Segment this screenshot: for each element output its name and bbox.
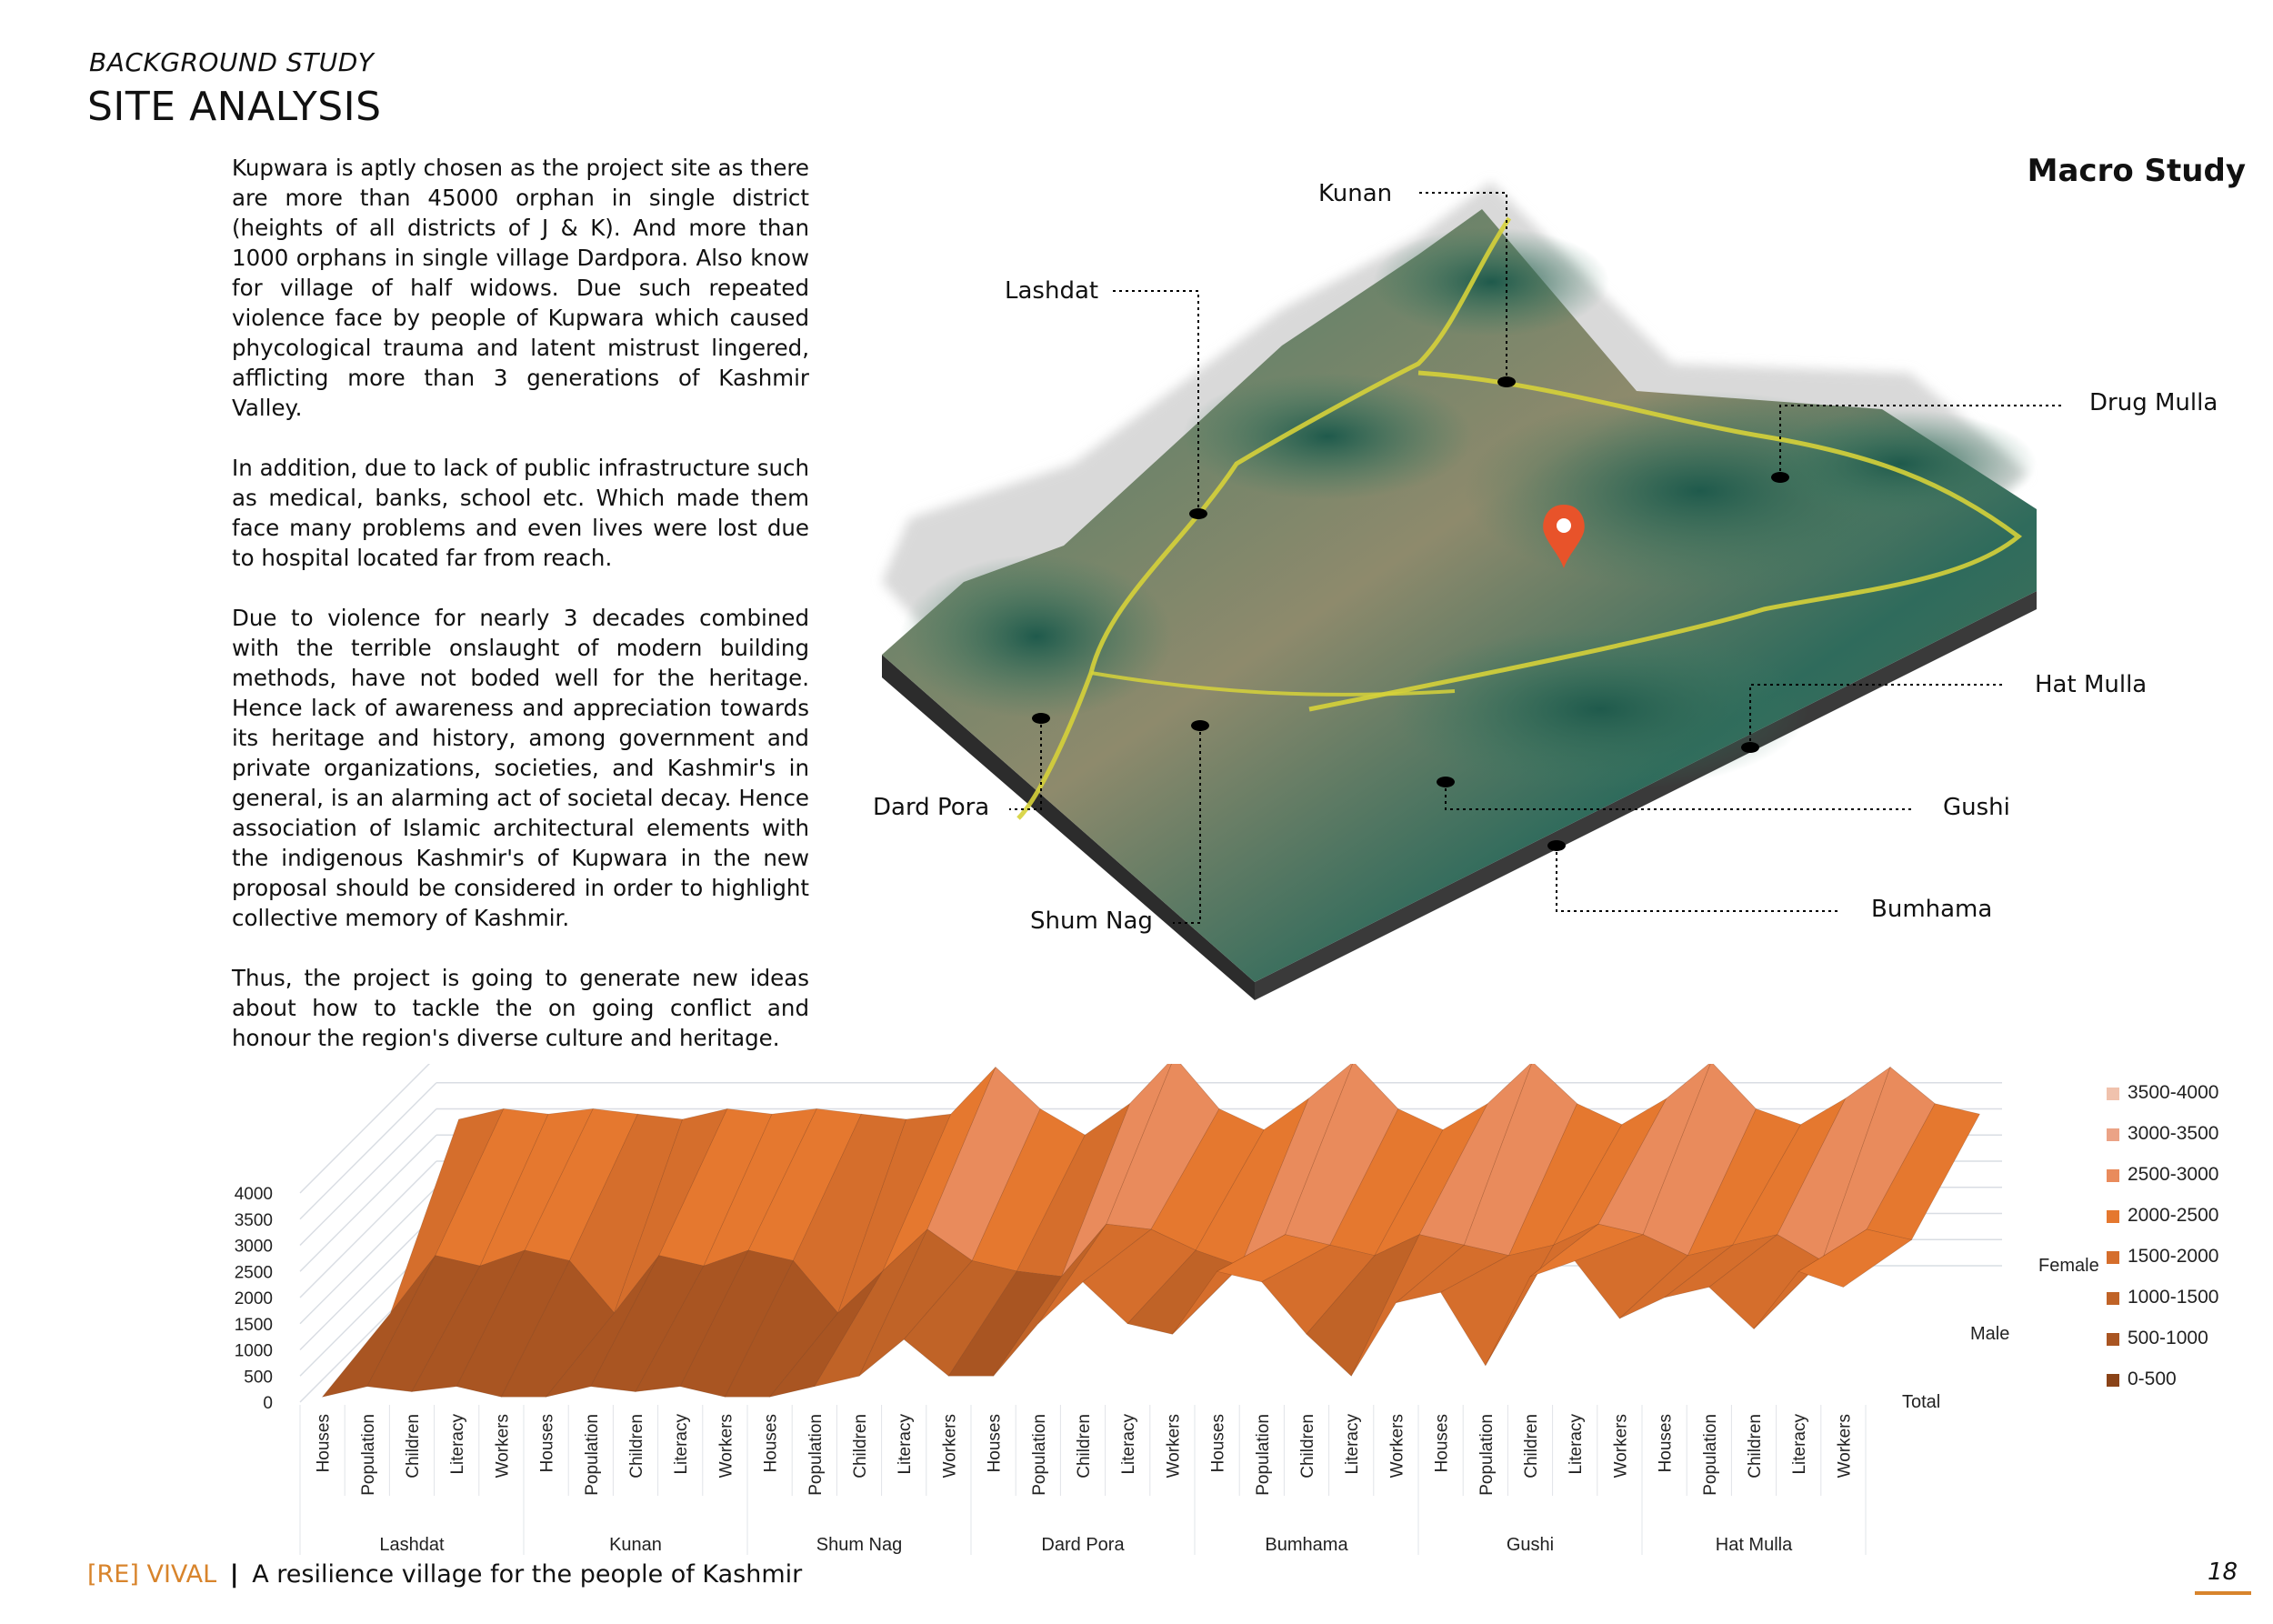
- metric-tick-label: Houses: [1432, 1414, 1452, 1473]
- metric-tick-label: Population: [1477, 1414, 1497, 1496]
- footer-brand: [RE] VIVAL: [87, 1560, 217, 1589]
- metric-tick-label: Literacy: [1790, 1414, 1810, 1475]
- metric-tick-label: Houses: [985, 1414, 1005, 1473]
- paragraph: In addition, due to lack of public infrastructure such as medical, banks, school etc. Which made them face many problems and even lives were lost due to hospital located far from reach.: [232, 455, 809, 571]
- metric-tick-label: Population: [806, 1414, 826, 1496]
- page-number: 18: [2208, 1559, 2238, 1586]
- legend-swatch: [2107, 1374, 2119, 1387]
- series-axis-label: Total: [1902, 1392, 1941, 1412]
- group-tick-label: Shum Nag: [816, 1535, 903, 1555]
- map-label-gushi: Gushi: [1943, 794, 2010, 821]
- paragraph: Kupwara is aptly chosen as the project site as there are more than 45000 orphan in single district (heights of all districts of J & K). And more than 1000 orphans in single village Dardpora. Also know for village of half widows. Due such repeated violence face by people of Kupwara which caused phycological trauma and latent mistrust lingered, afflicting more than 3 generations of Kashmir Valley.: [232, 155, 809, 421]
- z-tick-label: 1500: [234, 1315, 273, 1335]
- metric-tick-label: Literacy: [672, 1414, 692, 1475]
- map-label-kunan: Kunan: [1318, 180, 1393, 207]
- z-tick-label: 2500: [234, 1263, 273, 1283]
- metric-tick-label: Children: [851, 1414, 870, 1479]
- metric-tick-label: Workers: [1835, 1413, 1855, 1479]
- map-label-bumhama: Bumhama: [1871, 896, 1993, 923]
- legend-swatch: [2107, 1210, 2119, 1223]
- metric-tick-label: Houses: [761, 1414, 781, 1473]
- footer-tagline: A resilience village for the people of Kashmir: [252, 1560, 803, 1589]
- leader-line: [1557, 846, 1838, 911]
- group-tick-label: Kunan: [609, 1535, 662, 1555]
- legend-label: 2000-2500: [2128, 1205, 2219, 1226]
- legend-label: 0-500: [2128, 1368, 2177, 1389]
- body-text: [232, 153, 809, 1083]
- group-tick-label: Gushi: [1506, 1535, 1555, 1555]
- z-tick-label: 500: [244, 1368, 273, 1388]
- legend-swatch: [2107, 1333, 2119, 1346]
- legend-label: 3000-3500: [2128, 1123, 2219, 1144]
- metric-tick-label: Literacy: [896, 1414, 916, 1475]
- series-axis-label: Male: [1970, 1324, 2010, 1344]
- metric-tick-label: Workers: [1611, 1414, 1631, 1479]
- metric-tick-label: Houses: [537, 1414, 557, 1473]
- series-axis-label: Female: [2038, 1256, 2099, 1276]
- metric-tick-label: Population: [582, 1414, 602, 1496]
- gridline: [300, 1083, 436, 1219]
- ridge: [1391, 627, 1809, 791]
- metric-tick-label: Workers: [493, 1414, 513, 1479]
- paragraph: Due to violence for nearly 3 decades combined with the terrible onslaught of modern building methods, have not boded well for the heritage. Hence lack of awareness and appreciation towards its heritage and history, among government and private organizations, societies, and Kashmir's in general, is an alarming act of societal decay. Hence association of Islamic architectural elements with the indigenous Kashmir's of Kupwara in the new proposal should be considered in order to highlight collective memory of Kashmir.: [232, 605, 809, 931]
- metric-tick-label: Population: [358, 1414, 378, 1496]
- map-label-dard-pora: Dard Pora: [873, 794, 990, 821]
- z-tick-label: 1000: [234, 1341, 273, 1361]
- metric-tick-label: Children: [1746, 1414, 1765, 1479]
- macro-study-title: Macro Study: [2027, 153, 2246, 189]
- legend-swatch: [2107, 1128, 2119, 1141]
- metric-tick-label: Population: [1253, 1414, 1273, 1496]
- metric-tick-label: Workers: [716, 1414, 736, 1479]
- legend-swatch: [2107, 1169, 2119, 1182]
- map-label-lashdat: Lashdat: [1005, 277, 1099, 305]
- section-kicker: BACKGROUND STUDY: [89, 47, 375, 77]
- z-tick-label: 2000: [234, 1289, 273, 1308]
- map-label-hat-mulla: Hat Mulla: [2035, 671, 2148, 698]
- z-tick-label: 3000: [234, 1237, 273, 1257]
- page-title: SITE ANALYSIS: [87, 84, 382, 130]
- metric-tick-label: Workers: [1164, 1414, 1184, 1479]
- legend-label: 3500-4000: [2128, 1082, 2219, 1103]
- ridge: [1764, 409, 2037, 518]
- metric-tick-label: Population: [1700, 1414, 1720, 1496]
- metric-tick-label: Houses: [1656, 1414, 1676, 1473]
- ridge: [900, 555, 1173, 718]
- metric-tick-label: Workers: [1387, 1414, 1407, 1479]
- footer-separator: |: [229, 1560, 239, 1589]
- z-tick-label: 0: [263, 1394, 273, 1413]
- metric-tick-label: Houses: [1208, 1414, 1228, 1473]
- z-tick-label: 3500: [234, 1210, 273, 1230]
- metric-tick-label: Population: [1029, 1414, 1049, 1496]
- metric-tick-label: Children: [404, 1414, 423, 1479]
- gridline: [300, 1109, 436, 1246]
- group-tick-label: Lashdat: [379, 1535, 445, 1555]
- metric-tick-label: Children: [1522, 1414, 1541, 1479]
- footer: [87, 1560, 802, 1589]
- metric-tick-label: Literacy: [1119, 1414, 1139, 1475]
- paragraph: Thus, the project is going to generate new ideas about how to tackle the on going conflict and honour the region's diverse culture and heritage.: [232, 965, 809, 1051]
- metric-tick-label: Workers: [940, 1414, 960, 1479]
- group-tick-label: Hat Mulla: [1715, 1535, 1793, 1555]
- group-tick-label: Bumhama: [1265, 1535, 1348, 1555]
- metric-tick-label: Literacy: [1567, 1414, 1587, 1475]
- z-tick-label: 4000: [234, 1185, 273, 1204]
- map-label-shum-nag: Shum Nag: [1030, 907, 1153, 935]
- metric-tick-label: Children: [627, 1414, 646, 1479]
- legend-label: 1500-2000: [2128, 1246, 2219, 1267]
- legend-label: 500-1000: [2128, 1328, 2208, 1348]
- page-number-underline: [2195, 1591, 2251, 1595]
- metric-tick-label: Literacy: [448, 1414, 468, 1475]
- metric-tick-label: Houses: [314, 1414, 334, 1473]
- metric-tick-label: Children: [1075, 1414, 1094, 1479]
- metric-tick-label: Literacy: [1343, 1414, 1363, 1475]
- map-label-drug-mulla: Drug Mulla: [2089, 389, 2218, 416]
- legend-swatch: [2107, 1251, 2119, 1264]
- legend-label: 1000-1500: [2128, 1287, 2219, 1308]
- legend-swatch: [2107, 1292, 2119, 1305]
- metric-tick-label: Children: [1298, 1414, 1317, 1479]
- legend-label: 2500-3000: [2128, 1164, 2219, 1185]
- group-tick-label: Dard Pora: [1041, 1535, 1125, 1555]
- legend-swatch: [2107, 1088, 2119, 1100]
- village-statistics-chart: [0, 1064, 2273, 1559]
